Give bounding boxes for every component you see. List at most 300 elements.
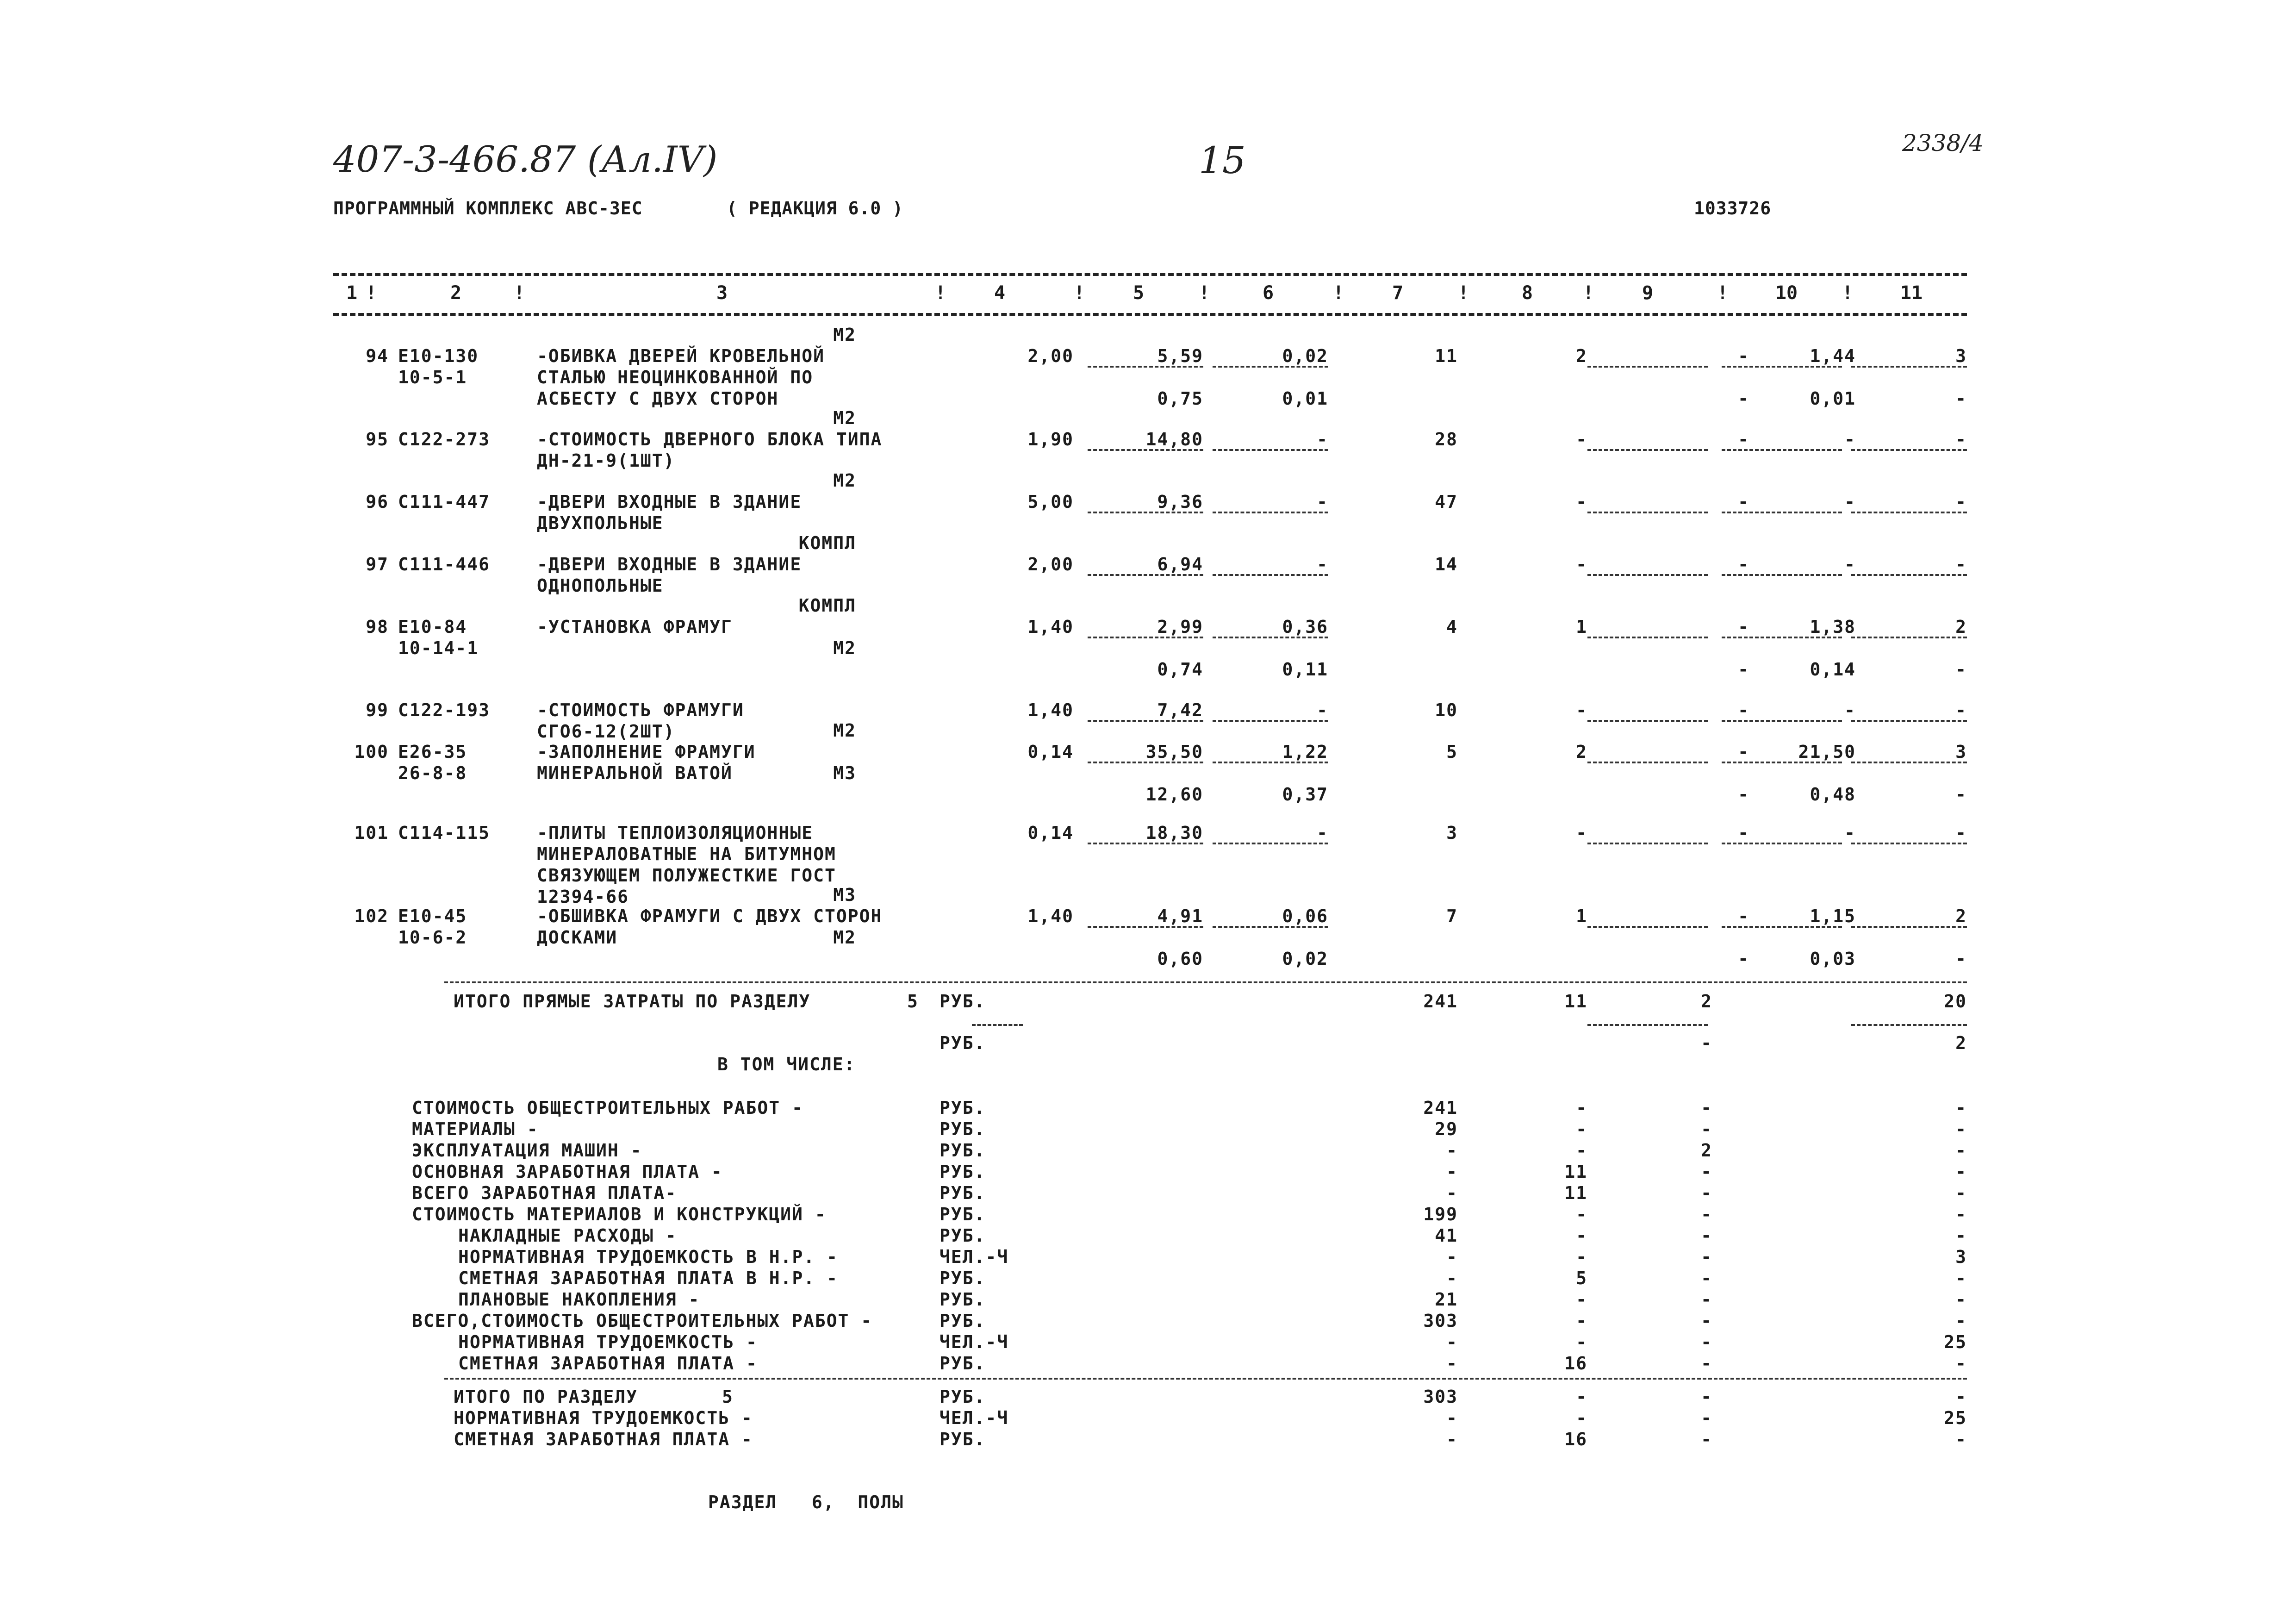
cell-c11: 2 — [1955, 617, 1967, 637]
lbl-name indent: ПЛАНОВЫЕ НАКОПЛЕНИЯ - — [458, 1289, 700, 1310]
cell-name: ДОСКАМИ — [537, 927, 618, 948]
lbl-unit: РУБ. — [940, 1033, 986, 1053]
breakdown-row — [0, 1225, 2296, 1246]
breakdown-row — [0, 1204, 2296, 1225]
unit-row — [0, 324, 2296, 345]
cell-c8: 2 — [1576, 346, 1587, 366]
next-section-row — [0, 1492, 2296, 1513]
lbl-unit: РУБ. — [940, 1183, 986, 1203]
cell-c11: - — [1955, 659, 1967, 680]
sum-c8: - — [1576, 1247, 1587, 1267]
cell-name: МИНЕРАЛЬНОЙ ВАТОЙ — [537, 763, 733, 783]
sum-c7: - — [1446, 1408, 1458, 1428]
sum-c7: 303 — [1423, 1311, 1458, 1331]
breakdown-row — [0, 1353, 2296, 1374]
direct-costs-row-2 — [0, 1032, 2296, 1054]
cell-c4: 2,00 — [1027, 554, 1074, 575]
sum-c8: - — [1576, 1311, 1587, 1331]
cell-name: ДН-21-9(1ШТ) — [537, 450, 675, 471]
cell-c8: - — [1576, 429, 1587, 450]
cell-c9: - — [1738, 659, 1749, 680]
cell-c10: - — [1844, 554, 1856, 575]
lbl-unit: РУБ. — [940, 1225, 986, 1246]
cell-c6: - — [1317, 429, 1328, 450]
item-sub-row — [0, 388, 2296, 409]
sum-c8: - — [1576, 1140, 1587, 1161]
sum-c11: 25 — [1944, 1332, 1967, 1352]
sum-c11: - — [1955, 1098, 1967, 1118]
column-header-3: 3 — [716, 282, 728, 304]
sum-c7: 241 — [1423, 991, 1458, 1012]
sum-c11: - — [1955, 1162, 1967, 1182]
cell-code: Е10-84 — [398, 617, 467, 637]
sum-c9: - — [1701, 1183, 1712, 1203]
cell-c10: 0,03 — [1810, 949, 1856, 969]
dashed-underline — [444, 1378, 1967, 1380]
lbl-unit: ЧЕЛ.-Ч — [940, 1247, 1009, 1267]
cell-no: 98 — [366, 617, 389, 637]
lbl-unit: РУБ. — [940, 1119, 986, 1139]
breakdown-row — [0, 1331, 2296, 1353]
cell-unit: М2 — [833, 470, 856, 491]
page-number: 15 — [1199, 139, 1246, 182]
item-name-line — [0, 865, 2296, 886]
column-separator: ! — [1333, 282, 1344, 304]
item-row-98 — [0, 616, 2296, 637]
cell-c5: 6,94 — [1157, 554, 1203, 575]
unit-row — [0, 407, 2296, 429]
cell-name: -УСТАНОВКА ФРАМУГ — [537, 617, 733, 637]
cell-c9: - — [1738, 700, 1749, 720]
item-row-99 — [0, 700, 2296, 721]
sum-c8: - — [1576, 1387, 1587, 1407]
cell-unit: М3 — [833, 885, 856, 905]
cell-name: АСБЕСТУ С ДВУХ СТОРОН — [537, 388, 779, 409]
item-sub-row — [0, 948, 2296, 969]
cell-c11: - — [1955, 823, 1967, 843]
cell-c7: 7 — [1446, 906, 1458, 926]
cell-code: С111-446 — [398, 554, 491, 575]
column-separator: ! — [1842, 282, 1854, 304]
sum-c11: - — [1955, 1429, 1967, 1449]
breakdown-row — [0, 1161, 2296, 1182]
cell-name: -ОБШИВКА ФРАМУГИ С ДВУХ СТОРОН — [537, 906, 883, 926]
sum-c11: - — [1955, 1204, 1967, 1224]
cell-c6: 0,11 — [1282, 659, 1328, 680]
cell-c5: 2,99 — [1157, 617, 1203, 637]
cell-c6: - — [1317, 700, 1328, 720]
lbl-name: СТОИМОСТЬ ОБЩЕСТРОИТЕЛЬНЫХ РАБОТ - — [412, 1098, 803, 1118]
cell-c9: - — [1738, 823, 1749, 843]
lbl-unit: РУБ. — [940, 1268, 986, 1288]
cell-c6: 0,02 — [1282, 949, 1328, 969]
sum-c7: 41 — [1435, 1225, 1458, 1246]
cell-name: -ДВЕРИ ВХОДНЫЕ В ЗДАНИЕ — [537, 492, 802, 512]
dashed-underline — [1587, 1024, 1708, 1026]
lbl-unit: РУБ. — [940, 1429, 986, 1449]
sum-c7: - — [1446, 1140, 1458, 1161]
cell-code: Е26-35 — [398, 742, 467, 762]
cell-c4: 2,00 — [1027, 346, 1074, 366]
cell-c8: - — [1576, 700, 1587, 720]
column-header-6: 6 — [1262, 282, 1274, 304]
lbl-name: МАТЕРИАЛЫ - — [412, 1119, 539, 1139]
cell-unit: М2 — [833, 325, 856, 345]
cell-c4: 0,14 — [1027, 742, 1074, 762]
cell-c4: 0,14 — [1027, 823, 1074, 843]
cell-c5: 5,59 — [1157, 346, 1203, 366]
cell-c11: - — [1955, 492, 1967, 512]
cell-c7: 4 — [1446, 617, 1458, 637]
sum-c7: 29 — [1435, 1119, 1458, 1139]
sum-c7: - — [1446, 1429, 1458, 1449]
cell-c11: - — [1955, 784, 1967, 805]
cell-c10: 0,48 — [1810, 784, 1856, 805]
sum-c8: - — [1576, 1332, 1587, 1352]
totals-row — [0, 1429, 2296, 1450]
unit-mid-row — [0, 927, 2296, 948]
table-header-rule — [333, 313, 1967, 316]
lbl-unit: РУБ. — [940, 1387, 986, 1407]
cell-c4: 1,40 — [1027, 617, 1074, 637]
lbl-name: ВСЕГО ЗАРАБОТНАЯ ПЛАТА- — [412, 1183, 677, 1203]
cell-c9: - — [1738, 906, 1749, 926]
cell-name: МИНЕРАЛОВАТНЫЕ НА БИТУМНОМ — [537, 844, 836, 864]
cell-code: 10-14-1 — [398, 638, 479, 658]
column-header-10: 10 — [1775, 282, 1798, 304]
lbl-name indent: СМЕТНАЯ ЗАРАБОТНАЯ ПЛАТА - — [458, 1353, 758, 1374]
cell-c10: 1,44 — [1810, 346, 1856, 366]
cell-name: ДВУХПОЛЬНЫЕ — [537, 513, 664, 533]
cell-c5: 7,42 — [1157, 700, 1203, 720]
sum-c9: - — [1701, 1204, 1712, 1224]
sum-c7: 199 — [1423, 1204, 1458, 1224]
column-header-2: 2 — [450, 282, 462, 304]
cell-c10: 1,38 — [1810, 617, 1856, 637]
breakdown-row — [0, 1268, 2296, 1289]
cell-c7: 47 — [1435, 492, 1458, 512]
item-row-101 — [0, 822, 2296, 843]
sum-c11: - — [1955, 1311, 1967, 1331]
column-header-1: 1 — [346, 282, 358, 304]
column-header-4: 4 — [994, 282, 1006, 304]
cell-c10: - — [1844, 492, 1856, 512]
cell-c6: 0,02 — [1282, 346, 1328, 366]
sum-c9: - — [1701, 1119, 1712, 1139]
item-name-line — [0, 450, 2296, 471]
cell-unit: КОМПЛ — [798, 533, 856, 553]
cell-name: -ПЛИТЫ ТЕПЛОИЗОЛЯЦИОННЫЕ — [537, 823, 814, 843]
sum-c8: 11 — [1564, 1183, 1587, 1203]
cell-no: 97 — [366, 554, 389, 575]
cell-c4: 1,40 — [1027, 906, 1074, 926]
sum-c8: - — [1576, 1119, 1587, 1139]
column-separator: ! — [1717, 282, 1729, 304]
cell-c11: - — [1955, 554, 1967, 575]
sum-c11: 25 — [1944, 1408, 1967, 1428]
cell-c8: - — [1576, 492, 1587, 512]
sum-c8: - — [1576, 1289, 1587, 1310]
sum-c9: - — [1701, 1429, 1712, 1449]
breakdown-row — [0, 1310, 2296, 1331]
item-row-100 — [0, 741, 2296, 762]
cell-c7: 28 — [1435, 429, 1458, 450]
sum-c8: 16 — [1564, 1429, 1587, 1449]
direct-costs-row — [0, 991, 2296, 1012]
sum-c9: 2 — [1701, 1140, 1712, 1161]
cell-c7: 3 — [1446, 823, 1458, 843]
cell-unit: КОМПЛ — [798, 595, 856, 616]
cell-c11: - — [1955, 700, 1967, 720]
cell-no: 101 — [354, 823, 389, 843]
item-row-95 — [0, 429, 2296, 450]
lbl-unit: РУБ. — [940, 1353, 986, 1374]
cell-c7: 11 — [1435, 346, 1458, 366]
breakdown-row — [0, 1118, 2296, 1140]
item-name-line — [0, 512, 2296, 534]
cell-c5: 0,75 — [1157, 388, 1203, 409]
cell-c8: 2 — [1576, 742, 1587, 762]
sum-c11: 2 — [1955, 1033, 1967, 1053]
sum-c7: 21 — [1435, 1289, 1458, 1310]
lbl-name: СМЕТНАЯ ЗАРАБОТНАЯ ПЛАТА - — [454, 1429, 753, 1449]
cell-c6: 0,37 — [1282, 784, 1328, 805]
column-separator: ! — [366, 282, 377, 304]
column-header-8: 8 — [1521, 282, 1533, 304]
sum-c8: - — [1576, 1408, 1587, 1428]
lbl-unit: ЧЕЛ.-Ч — [940, 1408, 1009, 1428]
sum-c7: - — [1446, 1183, 1458, 1203]
lbl-unit: РУБ. — [940, 1140, 986, 1161]
dashed-underline — [1851, 1024, 1967, 1026]
cell-name: -СТОИМОСТЬ ФРАМУГИ — [537, 700, 744, 720]
cell-no: 99 — [366, 700, 389, 720]
sum-c8: 11 — [1564, 991, 1587, 1012]
cell-name: ОДНОПОЛЬНЫЕ — [537, 575, 664, 596]
cell-c10: - — [1844, 429, 1856, 450]
lbl-unit: РУБ. — [940, 1311, 986, 1331]
sum-c9: - — [1701, 1268, 1712, 1288]
cell-c10: 21,50 — [1798, 742, 1856, 762]
lbl-name: НОРМАТИВНАЯ ТРУДОЕМКОСТЬ - — [454, 1408, 753, 1428]
sum-c7: - — [1446, 1332, 1458, 1352]
column-separator: ! — [1458, 282, 1469, 304]
breakdown-row — [0, 1289, 2296, 1310]
item-name-line — [0, 843, 2296, 865]
lbl-name: СТОИМОСТЬ МАТЕРИАЛОВ И КОНСТРУКЦИЙ - — [412, 1204, 827, 1224]
sum-c11: - — [1955, 1353, 1967, 1374]
sum-c11: - — [1955, 1289, 1967, 1310]
lbl-name: ЭКСПЛУАТАЦИЯ МАШИН - — [412, 1140, 642, 1161]
lbl-unit: РУБ. — [940, 1289, 986, 1310]
sum-c11: - — [1955, 1183, 1967, 1203]
unit-row — [0, 720, 2296, 741]
cell-c7: 14 — [1435, 554, 1458, 575]
cell-c5: 4,91 — [1157, 906, 1203, 926]
sum-c11: - — [1955, 1268, 1967, 1288]
cell-name: СВЯЗУЮЩЕМ ПОЛУЖЕСТКИЕ ГОСТ — [537, 865, 836, 886]
lbl-unit: РУБ. — [940, 1162, 986, 1182]
cell-c9: - — [1738, 554, 1749, 575]
table-top-rule — [333, 273, 1967, 276]
cell-c10: - — [1844, 700, 1856, 720]
dashed-underline — [444, 981, 1967, 983]
column-header-11: 11 — [1900, 282, 1923, 304]
column-header-5: 5 — [1132, 282, 1145, 304]
lbl-name: В ТОМ ЧИСЛЕ: — [717, 1054, 856, 1074]
sum-c9: - — [1701, 1289, 1712, 1310]
cell-c5: 0,74 — [1157, 659, 1203, 680]
cell-c11: 2 — [1955, 906, 1967, 926]
cell-unit: М2 — [833, 720, 856, 741]
sum-c11: 3 — [1955, 1247, 1967, 1267]
cell-unit: М2 — [833, 638, 856, 658]
program-edition: ( РЕДАКЦИЯ 6.0 ) — [727, 198, 904, 219]
sum-c7: - — [1446, 1247, 1458, 1267]
sum-c9: - — [1701, 1353, 1712, 1374]
sum-c8: 16 — [1564, 1353, 1587, 1374]
cell-no: 95 — [366, 429, 389, 450]
column-separator: ! — [1583, 282, 1594, 304]
breakdown-row — [0, 1097, 2296, 1118]
cell-c11: - — [1955, 429, 1967, 450]
cell-c7: 10 — [1435, 700, 1458, 720]
lbl-unit: РУБ. — [940, 1204, 986, 1224]
lbl-unit: РУБ. — [940, 991, 986, 1012]
program-name: ПРОГРАММНЫЙ КОМПЛЕКС АВС-ЗЕС — [333, 198, 643, 219]
cell-code: 26-8-8 — [398, 763, 467, 783]
cell-c7: 5 — [1446, 742, 1458, 762]
item-name-line — [0, 367, 2296, 388]
sum-c11: - — [1955, 1387, 1967, 1407]
cell-unit: М3 — [833, 763, 856, 783]
cell-c8: 1 — [1576, 617, 1587, 637]
program-code: 1033726 — [1694, 198, 1772, 219]
cell-code: С122-273 — [398, 429, 491, 450]
cell-c5: 35,50 — [1145, 742, 1203, 762]
sum-c11: - — [1955, 1119, 1967, 1139]
sum-c9: - — [1701, 1162, 1712, 1182]
sum-c9: - — [1701, 1311, 1712, 1331]
unit-row — [0, 884, 2296, 906]
cell-no: 94 — [366, 346, 389, 366]
cell-c8: 1 — [1576, 906, 1587, 926]
cell-c4: 1,40 — [1027, 700, 1074, 720]
cell-code: 10-5-1 — [398, 367, 467, 387]
sum-c7: - — [1446, 1353, 1458, 1374]
totals-row — [0, 1386, 2296, 1407]
sum-c7: - — [1446, 1162, 1458, 1182]
sum-c9: - — [1701, 1332, 1712, 1352]
lbl-name: ОСНОВНАЯ ЗАРАБОТНАЯ ПЛАТА - — [412, 1162, 723, 1182]
including-row — [0, 1054, 2296, 1075]
cell-c4: 5,00 — [1027, 492, 1074, 512]
lbl-name indent: СМЕТНАЯ ЗАРАБОТНАЯ ПЛАТА В Н.Р. - — [458, 1268, 838, 1288]
cell-c9: - — [1738, 949, 1749, 969]
breakdown-row — [0, 1246, 2296, 1268]
totals-row — [0, 1407, 2296, 1429]
cell-unit: М2 — [833, 927, 856, 948]
lbl-name: 5 — [722, 1387, 734, 1407]
sum-c8: - — [1576, 1204, 1587, 1224]
sum-c7: 303 — [1423, 1387, 1458, 1407]
lbl-name indent: НАКЛАДНЫЕ РАСХОДЫ - — [458, 1225, 677, 1246]
cell-code: С114-115 — [398, 823, 491, 843]
cell-c6: 0,06 — [1282, 906, 1328, 926]
item-sub-row — [0, 659, 2296, 680]
cell-code: Е10-130 — [398, 346, 479, 366]
lbl-unit: РУБ. — [940, 1098, 986, 1118]
unit-row — [0, 532, 2296, 554]
cell-c6: 0,36 — [1282, 617, 1328, 637]
item-sub-row — [0, 784, 2296, 805]
cell-c6: - — [1317, 823, 1328, 843]
cell-c10: 0,01 — [1810, 388, 1856, 409]
sum-c9: - — [1701, 1033, 1712, 1053]
lbl-name: 5 — [907, 991, 919, 1012]
lbl-name indent: НОРМАТИВНАЯ ТРУДОЕМКОСТЬ - — [458, 1332, 758, 1352]
cell-c8: - — [1576, 554, 1587, 575]
sum-c7: - — [1446, 1268, 1458, 1288]
column-separator: ! — [514, 282, 525, 304]
cell-code: 10-6-2 — [398, 927, 467, 948]
lbl-name: ИТОГО ПРЯМЫЕ ЗАТРАТЫ ПО РАЗДЕЛУ — [454, 991, 811, 1012]
cell-code: С122-193 — [398, 700, 491, 720]
sum-c9: - — [1701, 1225, 1712, 1246]
cell-name: -ОБИВКА ДВЕРЕЙ КРОВЕЛЬНОЙ — [537, 346, 825, 366]
cell-c5: 18,30 — [1145, 823, 1203, 843]
lbl-unit: ЧЕЛ.-Ч — [940, 1332, 1009, 1352]
sum-c11: 20 — [1944, 991, 1967, 1012]
cell-unit: М2 — [833, 408, 856, 428]
cell-c8: - — [1576, 823, 1587, 843]
cell-c9: - — [1738, 492, 1749, 512]
cell-no: 102 — [354, 906, 389, 926]
item-row-96 — [0, 491, 2296, 512]
lbl-name: РАЗДЕЛ 6, ПОЛЫ — [708, 1492, 904, 1512]
cell-code: Е10-45 — [398, 906, 467, 926]
cell-c5: 9,36 — [1157, 492, 1203, 512]
sum-c8: - — [1576, 1098, 1587, 1118]
sheet-number: 2338/4 — [1902, 130, 1984, 156]
item-row-102 — [0, 906, 2296, 927]
cell-c11: - — [1955, 388, 1967, 409]
item-row-97 — [0, 554, 2296, 575]
cell-name: -СТОИМОСТЬ ДВЕРНОГО БЛОКА ТИПА — [537, 429, 883, 450]
column-header-7: 7 — [1392, 282, 1404, 304]
cell-c9: - — [1738, 388, 1749, 409]
sum-c11: - — [1955, 1225, 1967, 1246]
sum-c7: 241 — [1423, 1098, 1458, 1118]
cell-c9: - — [1738, 784, 1749, 805]
column-separator: ! — [1199, 282, 1210, 304]
cell-c9: - — [1738, 346, 1749, 366]
lbl-name: ВСЕГО,СТОИМОСТЬ ОБЩЕСТРОИТЕЛЬНЫХ РАБОТ - — [412, 1311, 873, 1331]
cell-c6: - — [1317, 492, 1328, 512]
cell-c5: 0,60 — [1157, 949, 1203, 969]
sum-c9: - — [1701, 1098, 1712, 1118]
column-header-9: 9 — [1642, 282, 1654, 304]
cell-c9: - — [1738, 617, 1749, 637]
cell-c6: - — [1317, 554, 1328, 575]
sum-c8: 5 — [1576, 1268, 1587, 1288]
unit-mid-row — [0, 762, 2296, 784]
dashed-underline — [972, 1024, 1023, 1026]
cell-name: СТАЛЬЮ НЕОЦИНКОВАННОЙ ПО — [537, 367, 814, 387]
document-code: 407-3-466.87 (Ал.IV) — [333, 139, 718, 181]
cell-c5: 14,80 — [1145, 429, 1203, 450]
item-row-94 — [0, 345, 2296, 367]
